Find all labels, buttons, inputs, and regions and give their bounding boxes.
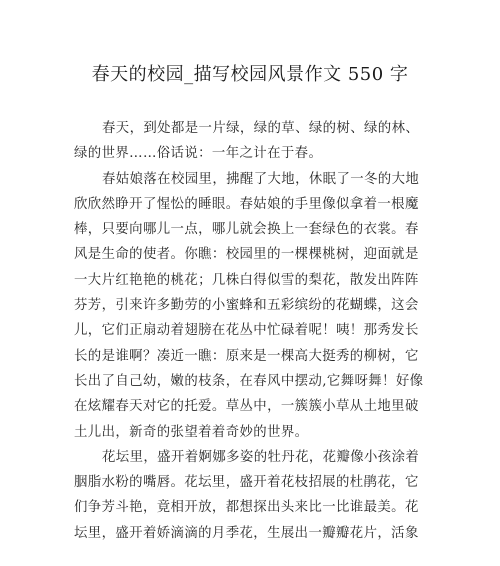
text-line: 胭脂水粉的嘴唇。花坛里，盛开着花枝招展的杜鹃花，它 <box>74 475 419 491</box>
text-line: 风是生命的使者。你瞧：校园里的一棵棵桃树，迎面就是 <box>74 247 419 263</box>
text-line: 春天，到处都是一片绿，绿的草、绿的树、绿的林、 <box>102 121 420 136</box>
text-line: 在炫耀春天对它的托爱。草丛中，一簇簇小草从土地里破 <box>74 399 419 415</box>
text-line: 儿，它们正扇动着翅膀在花丛中忙碌着呢！咦！那秀发长 <box>74 323 419 339</box>
text-line: 花坛里，盛开着婀娜多姿的牡丹花，花瓣像小孩涂着 <box>102 449 420 465</box>
text-line: 坛里，盛开着娇滴滴的月季花，生展出一瓣瓣花片，活象 <box>74 525 419 541</box>
text-line: 棒，只要向哪儿一点，哪儿就会换上一套绿色的衣裳。春 <box>74 222 419 238</box>
text-line: 春姑娘落在校园里，拂醒了大地，休眠了一冬的大地 <box>102 171 420 187</box>
text-line: 芬芳，引来许多勤劳的小蜜蜂和五彩缤纷的花蝴蝶，这会 <box>74 298 419 314</box>
text-line: 们争芳斗艳，竟相开放，都想探出头来比一比谁最美。花 <box>74 500 419 516</box>
text-line: 长的是谁啊？凑近一瞧：原来是一棵高大挺秀的柳树，它 <box>74 348 419 364</box>
text-line: 绿的世界……俗话说：一年之计在于春。 <box>74 146 323 162</box>
article-title: 春天的校园_描写校园风景作文 550 字 <box>91 64 409 85</box>
text-line: 长出了自己幼，嫩的枝条，在春风中摆动,它舞呀舞！好像 <box>74 373 424 389</box>
text-line: 欣欣然睁开了惺忪的睡眼。春姑娘的手里像似拿着一根魔 <box>74 196 419 212</box>
text-line: 一大片红艳艳的桃花；几株白得似雪的梨花，散发出阵阵 <box>74 272 419 288</box>
article-body <box>74 116 430 546</box>
text-line: 土儿出，新奇的张望着着奇妙的世界。 <box>74 424 309 440</box>
